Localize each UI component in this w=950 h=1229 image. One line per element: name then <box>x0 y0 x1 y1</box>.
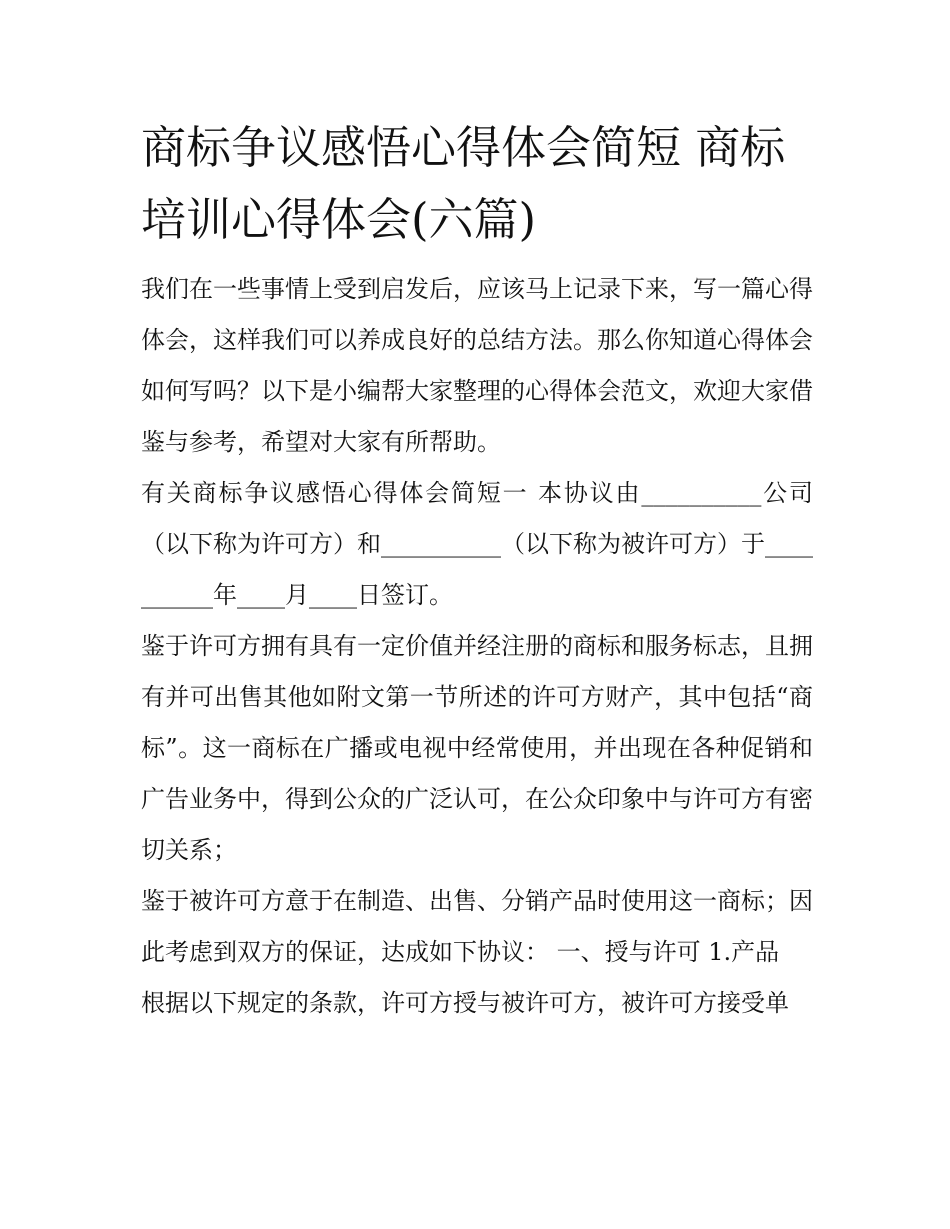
document-body <box>141 112 813 1029</box>
paragraph-licensee-recital: 鉴于被许可方意于在制造、出售、分销产品时使用这一商标；因此考虑到双方的保证，达成如下协议： 一、授与许可 1.产品 <box>141 887 813 966</box>
document-title: 商标争议感悟心得体会简短 商标培训心得体会(六篇) <box>141 121 786 246</box>
title-spacer <box>141 256 813 264</box>
paragraph-licensor-recital: 鉴于许可方拥有具有一定价值并经注册的商标和服务标志，且拥有并可出售其他如附文第一节所述的许可方财产，其中包括“商标”。这一商标在广播或电视中经常使用，并出现在各种促销和广告业务中，得到公众的广泛认可，在公众印象中与许可方有密切关系； <box>141 632 813 864</box>
paragraph-grant-terms: 根据以下规定的条款，许可方授与被许可方，被许可方接受单 <box>141 989 789 1017</box>
paragraph-intro: 我们在一些事情上受到启发后，应该马上记录下来，写一篇心得体会，这样我们可以养成良好的总结方法。那么你知道心得体会如何写吗？以下是小编帮大家整理的心得体会范文，欢迎大家借鉴与参考，希望对大家有所帮助。 <box>141 275 813 456</box>
paragraph-agreement: 有关商标争议感悟心得体会简短一 本协议由__________公司（以下称为许可方）和__________（以下称为被许可方）于__________年____月____日签订。 <box>141 479 813 609</box>
